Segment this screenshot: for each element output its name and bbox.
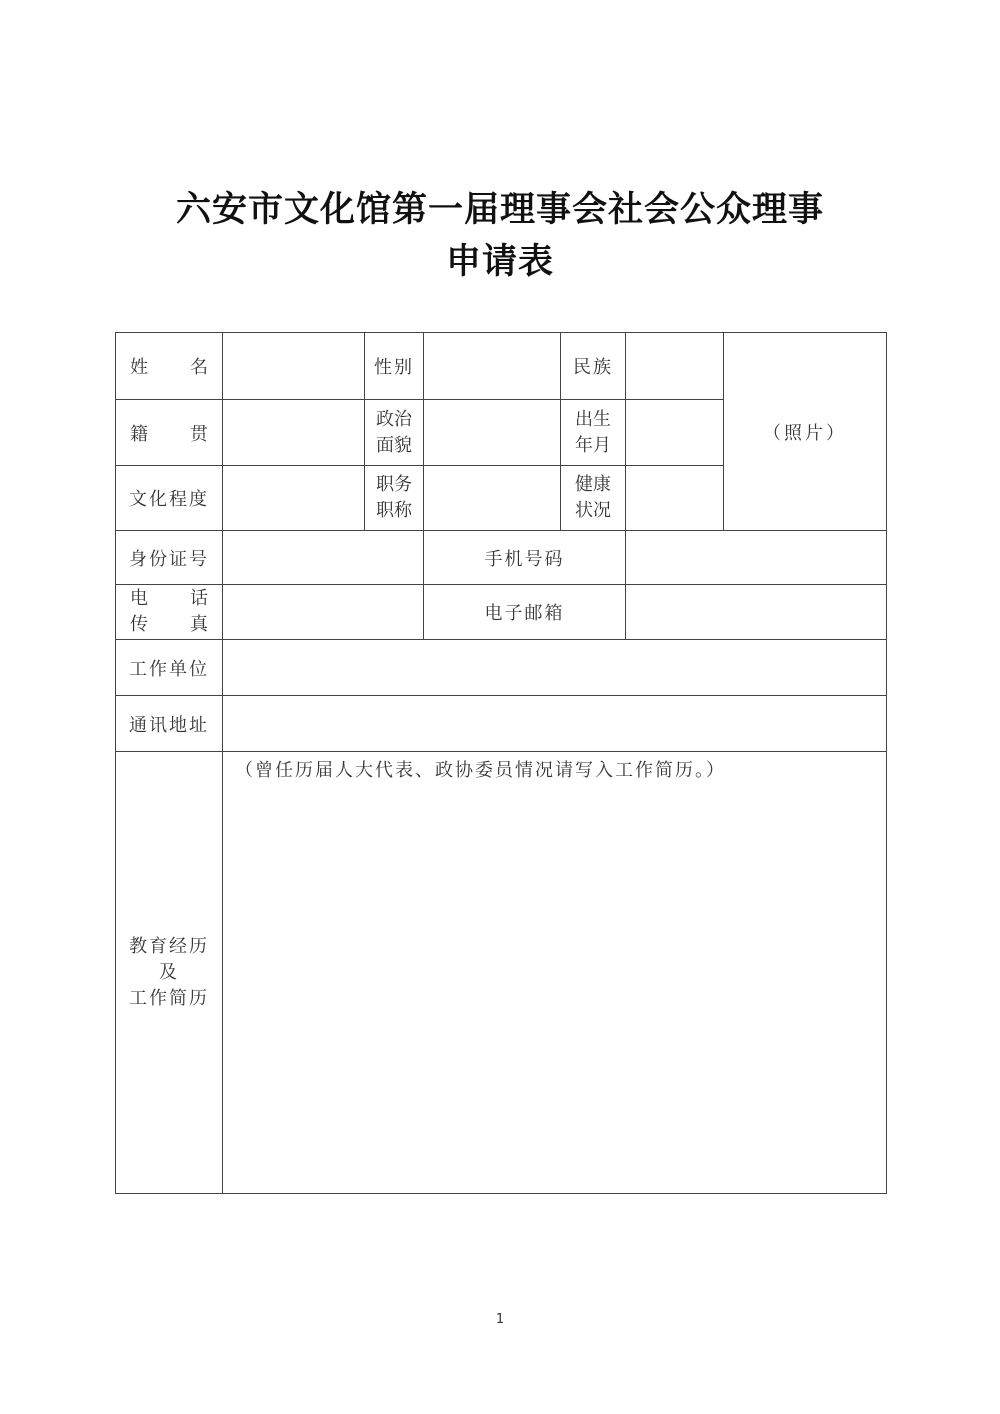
political-label-2: 面貌 — [376, 434, 412, 456]
native-label-b: 贯 — [190, 423, 208, 445]
fax-label-b: 真 — [190, 614, 208, 635]
mobile-label: 手机号码 — [424, 531, 626, 585]
id-number-label: 身份证号 — [116, 531, 223, 585]
email-field[interactable] — [626, 585, 887, 640]
fax-label-a: 传 — [130, 614, 148, 635]
edu-label-3: 工作简历 — [129, 987, 209, 1009]
address-field[interactable] — [223, 696, 887, 752]
phone-label-b: 话 — [190, 588, 208, 609]
health-status-label — [561, 466, 626, 531]
birth-date-field[interactable] — [626, 400, 724, 466]
name-label-a: 姓 — [130, 357, 148, 378]
document-title: 六安市文化馆第一届理事会社会公众理事 — [175, 189, 824, 230]
position-label-2: 职称 — [376, 500, 412, 521]
position-label-1: 职务 — [376, 474, 412, 495]
position-title-label — [365, 466, 424, 531]
native-label-a: 籍 — [130, 423, 148, 445]
phone-fax-label — [116, 585, 223, 640]
email-label: 电子邮箱 — [424, 585, 626, 640]
address-label: 通讯地址 — [116, 696, 223, 752]
health-label-1: 健康 — [575, 474, 611, 495]
gender-label: 性别 — [365, 333, 424, 400]
education-level-field[interactable] — [223, 466, 365, 531]
name-label-cell — [116, 333, 223, 400]
application-form-table — [115, 332, 887, 1194]
mobile-field[interactable] — [626, 531, 887, 585]
work-unit-label: 工作单位 — [116, 640, 223, 696]
education-work-history-label — [116, 752, 223, 1194]
native-place-label-cell — [116, 400, 223, 466]
political-status-field[interactable] — [424, 400, 561, 466]
birth-date-label — [561, 400, 626, 466]
gender-field[interactable] — [424, 333, 561, 400]
native-place-field[interactable] — [223, 400, 365, 466]
political-status-label — [365, 400, 424, 466]
ethnicity-field[interactable] — [626, 333, 724, 400]
position-title-field[interactable] — [424, 466, 561, 531]
health-label-2: 状况 — [575, 500, 611, 521]
name-field[interactable] — [223, 333, 365, 400]
birth-label-1: 出生 — [575, 408, 611, 430]
health-status-field[interactable] — [626, 466, 724, 531]
page-number: 1 — [495, 1312, 505, 1327]
work-unit-field[interactable] — [223, 640, 887, 696]
history-note: （曾任历届人大代表、政协委员情况请写入工作简历。） — [235, 760, 726, 781]
document-subtitle: 申请表 — [445, 241, 554, 282]
phone-label-a: 电 — [130, 588, 148, 609]
photo-cell[interactable] — [724, 333, 887, 531]
birth-label-2: 年月 — [575, 434, 611, 456]
political-label-1: 政治 — [376, 408, 412, 430]
edu-label-2: 及 — [159, 961, 179, 983]
photo-label: （照片） — [763, 422, 847, 444]
education-level-label: 文化程度 — [116, 466, 223, 531]
edu-label-1: 教育经历 — [129, 935, 209, 957]
name-label-b: 名 — [190, 357, 208, 378]
ethnicity-label: 民族 — [561, 333, 626, 400]
id-number-field[interactable] — [223, 531, 424, 585]
education-work-history-field[interactable] — [223, 752, 887, 1194]
phone-fax-field[interactable] — [223, 585, 424, 640]
